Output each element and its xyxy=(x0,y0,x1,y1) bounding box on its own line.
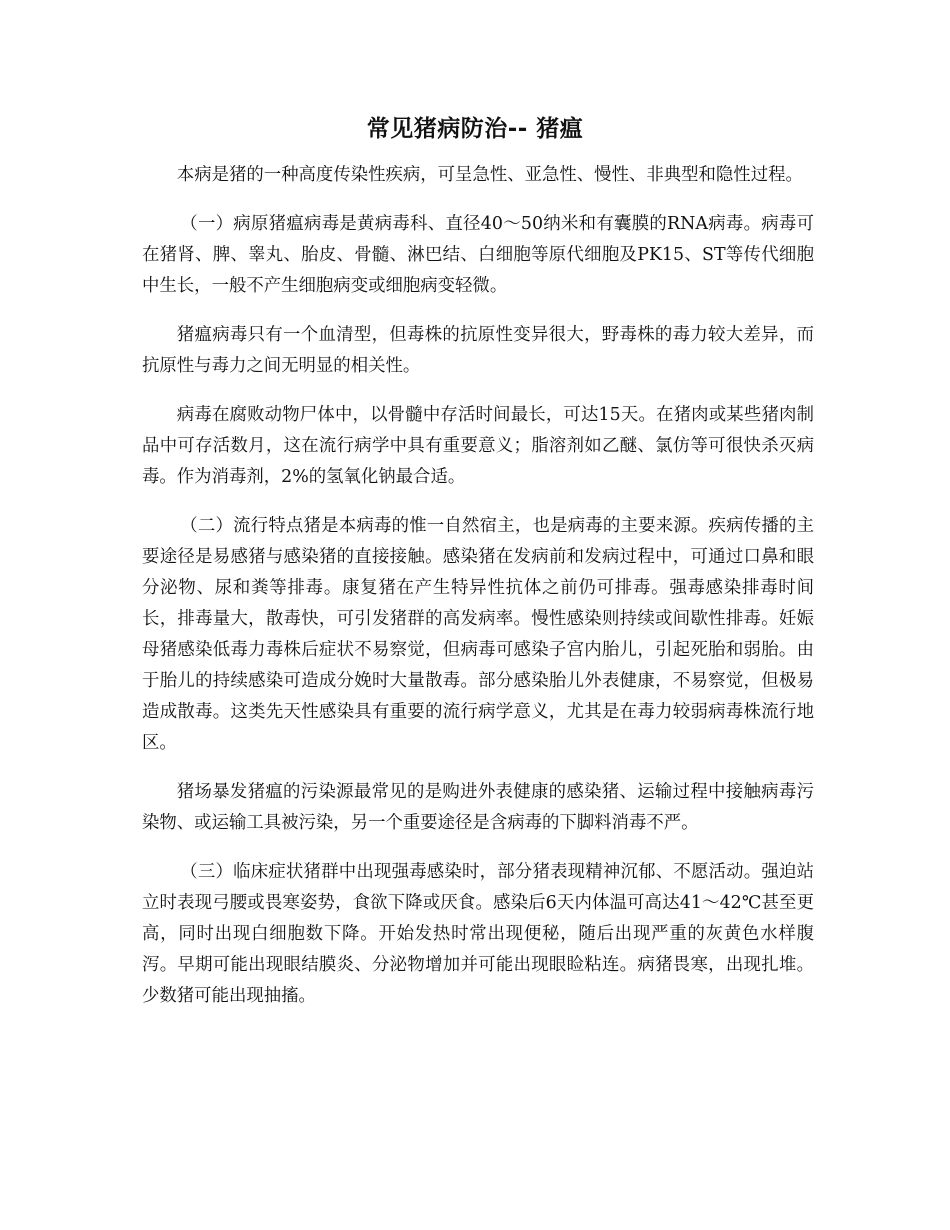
paragraph-pathogen: （一）病原猪瘟病毒是黄病毒科、直径40～50纳米和有囊膜的RNA病毒。病毒可在猪肾、脾、睾丸、胎皮、骨髓、淋巴结、白细胞等原代细胞及PK15、ST等传代细胞中生长，一般不产生细胞病变或细胞病变轻微。 xyxy=(142,214,814,296)
paragraph-serotype: 猪瘟病毒只有一个血清型，但毒株的抗原性变异很大，野毒株的毒力较大差异，而抗原性与毒力之间无明显的相关性。 xyxy=(142,325,814,376)
paragraph-symptoms: （三）临床症状猪群中出现强毒感染时，部分猪表现精神沉郁、不愿活动。强迫站立时表现弓腰或畏寒姿势，食欲下降或厌食。感染后6天内体温可高达41～42℃甚至更高，同时出现白细胞数下降。开始发热时常出现便秘，随后出现严重的灰黄色水样腹泻。早期可能出现眼结膜炎、分泌物增加并可能出现眼睑粘连。病猪畏寒，出现扎堆。少数猪可能出现抽搐。 xyxy=(142,862,814,1006)
document-body xyxy=(142,160,814,1030)
document-title: 常见猪病防治-- 猪瘟 xyxy=(366,116,584,142)
paragraph-survival: 病毒在腐败动物尸体中，以骨髓中存活时间最长，可达15天。在猪肉或某些猪肉制品中可存活数月，这在流行病学中具有重要意义；脂溶剂如乙醚、氯仿等可很快杀灭病毒。作为消毒剂，2%的氢氧化钠最合适。 xyxy=(142,405,814,487)
paragraph-intro: 本病是猪的一种高度传染性疾病，可呈急性、亚急性、慢性、非典型和隐性过程。 xyxy=(176,165,803,185)
paragraph-epidemiology: （二）流行特点猪是本病毒的惟一自然宿主，也是病毒的主要来源。疾病传播的主要途径是易感猪与感染猪的直接接触。感染猪在发病前和发病过程中，可通过口鼻和眼分泌物、尿和粪等排毒。康复猪在产生特异性抗体之前仍可排毒。强毒感染排毒时间长，排毒量大，散毒快，可引发猪群的高发病率。慢性感染则持续或间歇性排毒。妊娠母猪感染低毒力毒株后症状不易察觉，但病毒可感染子宫内胎儿，引起死胎和弱胎。由于胎儿的持续感染可造成分娩时大量散毒。部分感染胎儿外表健康，不易察觉，但极易造成散毒。这类先天性感染具有重要的流行病学意义，尤其是在毒力较弱病毒株流行地区。 xyxy=(142,516,814,753)
paragraph-outbreak-source: 猪场暴发猪瘟的污染源最常见的是购进外表健康的感染猪、运输过程中接触病毒污染物、或运输工具被污染，另一个重要途径是含病毒的下脚料消毒不严。 xyxy=(142,782,814,833)
